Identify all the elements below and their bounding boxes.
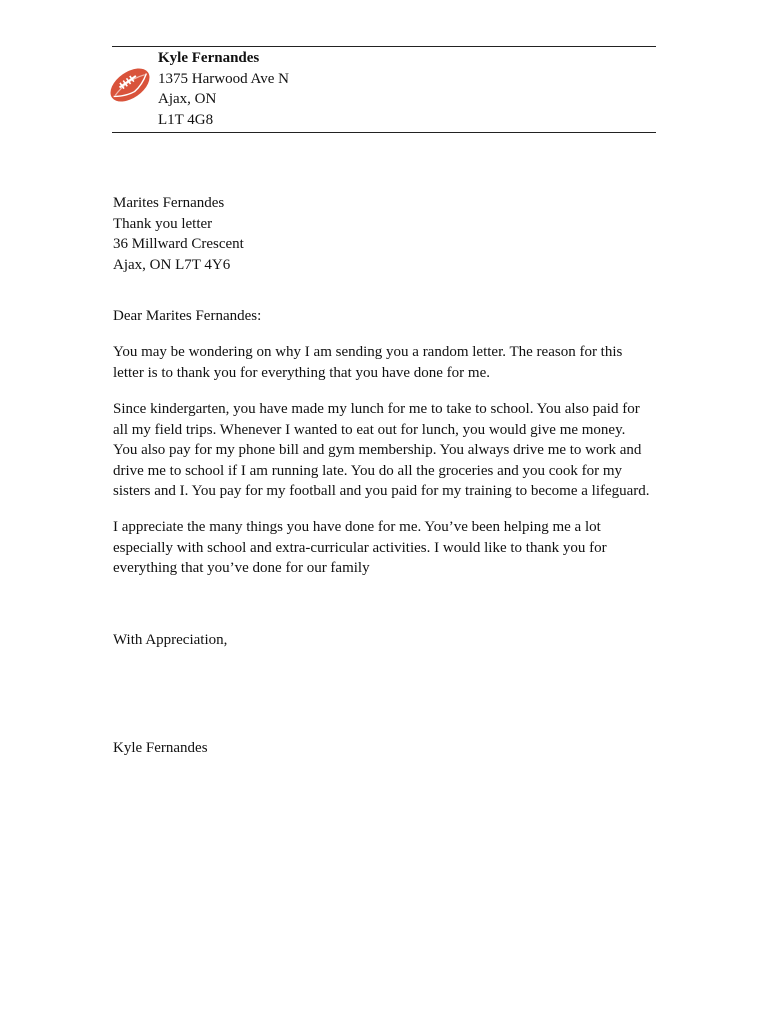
salutation: Dear Marites Fernandes:: [113, 308, 262, 324]
paragraph-line: drive me to school if I am running late. You do all the groceries and you cook for my: [113, 462, 623, 479]
paragraph-line: all my field trips. Whenever I wanted to eat out for lunch, you would give me money.: [113, 421, 626, 438]
body-paragraph-3: [113, 517, 673, 579]
sender-name: Kyle Fernandes: [158, 50, 260, 66]
body-paragraph-2: [113, 399, 673, 502]
paragraph-line: You may be wondering on why I am sending you a random letter. The reason for this: [113, 344, 623, 360]
recipient-city: Ajax, ON L7T 4Y6: [113, 256, 231, 273]
sender-city: Ajax, ON: [158, 91, 217, 108]
recipient-subject: Thank you letter: [113, 215, 213, 232]
closing: With Appreciation,: [113, 632, 228, 648]
header-bottom-rule: [112, 132, 656, 133]
paragraph-line: I appreciate the many things you have done for me. You’ve been helping me a lot: [113, 519, 601, 535]
recipient-address: [113, 193, 673, 275]
paragraph-line: sisters and I. You pay for my football and you paid for my training to become a lifeguard.: [113, 483, 650, 499]
paragraph-line: everything that you’ve done for our family: [113, 560, 370, 576]
sender-street: 1375 Harwood Ave N: [158, 70, 289, 87]
football-icon: [106, 62, 154, 108]
signature-name: Kyle Fernandes: [113, 740, 208, 756]
paragraph-line: especially with school and extra-curricular activities. I would like to thank you for: [113, 539, 607, 556]
header-top-rule: [112, 46, 656, 47]
recipient-name: Marites Fernandes: [113, 195, 225, 211]
paragraph-line: Since kindergarten, you have made my lunch for me to take to school. You also paid for: [113, 401, 640, 417]
body-paragraph-1: [113, 342, 673, 383]
sender-address: [158, 48, 289, 131]
paragraph-line: letter is to thank you for everything that you have done for me.: [113, 364, 490, 381]
recipient-street: 36 Millward Crescent: [113, 236, 244, 252]
paragraph-line: You also pay for my phone bill and gym membership. You always drive me to work and: [113, 442, 642, 458]
sender-postal: L1T 4G8: [158, 112, 214, 129]
